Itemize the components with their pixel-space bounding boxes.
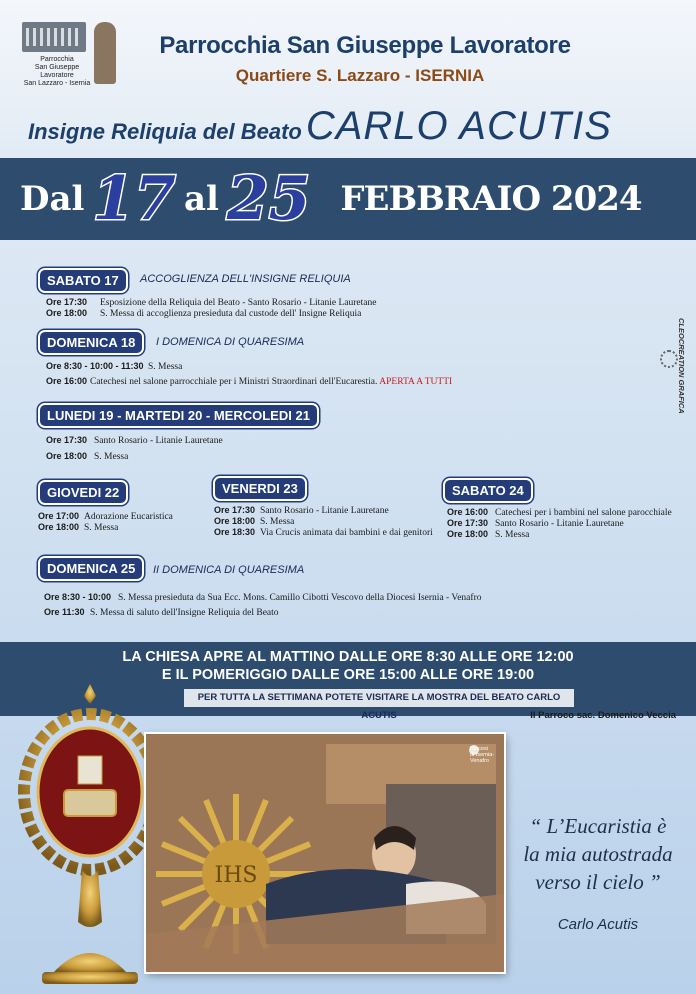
day-tag-venerdi-23: VENERDI 23 [213,476,307,501]
logo-caption: Parrocchia San Giuseppe Lavoratore San Lazzaro - Isernia [23,56,91,87]
day-tag-sabato-17: SABATO 17 [38,268,128,293]
schedule-row: Ore 18:30 Via Crucis animata dai bambini e dai genitori [214,527,433,538]
day-tag-domenica-18: DOMENICA 18 [38,330,144,355]
schedule-row: Ore 16:00 Catechesi nel salone parrocchiale per i Ministri Straordinari dell'Eucarestia. APERTA A TUTTI [46,376,453,387]
day-tag-domenica-25: DOMENICA 25 [38,556,144,581]
reliquary-image [12,682,168,990]
designer-credit: CLEOCREATION GRAFICA [677,318,686,414]
schedule-row: Ore 17:30 Santo Rosario - Litanie Lauretane [46,435,223,446]
schedule-row: Ore 17:30 Santo Rosario - Litanie Lauretane [447,518,624,529]
schedule-row: Ore 18:00 S. Messa di accoglienza presieduta dal custode dell' Insigne Reliquia [46,308,362,319]
schedule-row: Ore 18:00 S. Messa [46,451,129,462]
schedule-row: Ore 8:30 - 10:00 S. Messa presieduta da Sua Ecc. Mons. Camillo Cibotti Vescovo della Diocesi Isernia - Venafro [44,592,482,603]
relic-headline [28,104,678,148]
date-to-day: 25 [226,164,311,234]
schedule-row: Ore 11:30 S. Messa di saluto dell'Insigne Reliquia del Beato [44,607,279,618]
date-month-year: FEBBRAIO 2024 [340,179,642,219]
saint-statue-image [94,22,116,84]
pastor-signature: Il Parroco sac. Domenico Veccia [530,710,676,721]
open-to-all-note: APERTA A TUTTI [379,377,453,387]
day-title-domenica-18: I DOMENICA DI QUARESIMA [156,336,305,348]
schedule-row: Ore 8:30 - 10:00 - 11:30 S. Messa [46,361,183,372]
exhibition-note: PER TUTTA LA SETTIMANA POTETE VISITARE LA MOSTRA DEL BEATO CARLO ACUTIS [184,689,574,707]
schedule-row: Ore 16:00 Catechesi per i bambini nel salone parocchiale [447,507,672,518]
date-from-day: 17 [92,164,176,234]
schedule-row: Ore 17:00 Adorazione Eucaristica [38,511,173,522]
day-title-sabato-17: ACCOGLIENZA DELL'INSIGNE RELIQUIA [140,273,351,285]
parish-name: Parrocchia San Giuseppe Lavoratore [159,32,571,59]
day-tag-sabato-24: SABATO 24 [443,478,533,503]
schedule-row: Ore 18:00 S. Messa [447,529,530,540]
quote-author: Carlo Acutis [557,916,639,933]
schedule-row: Ore 18:00 S. Messa [38,522,119,533]
date-range [20,160,680,238]
ihs-monogram: IHS [214,863,258,888]
relic-name: CARLO ACUTIS [305,104,612,148]
day-tag-giovedi-22: GIOVEDI 22 [38,480,128,505]
relic-prefix: Insigne Reliquia del Beato [28,119,302,144]
schedule-row: Ore 18:00 S. Messa [214,516,295,527]
parish-logo [22,22,122,87]
opening-hours-morning: LA CHIESA APRE AL MATTINO DALLE ORE 8:30 ALLE ORE 12:00 [122,649,574,665]
day-title-domenica-25: II DOMENICA DI QUARESIMA [153,564,305,576]
diocese-logo-caption: Diocesi di Isernia-Venafro [470,746,495,764]
quarter-name: Quartiere S. Lazzaro - ISERNIA [235,66,485,85]
opening-hours-afternoon: E IL POMERIGGIO DALLE ORE 15:00 ALLE ORE 19:00 [161,667,535,683]
church-building-image [22,22,86,52]
schedule-row: Ore 17:30 Santo Rosario - Litanie Lauretane [214,505,389,516]
eucharist-quote: “ L’Eucaristia è la mia autostrada verso il cielo ” [523,814,673,894]
day-tag-lunedi-mercoledi: LUNEDI 19 - MARTEDI 20 - MERCOLEDI 21 [38,403,319,428]
date-from-word: Dal [20,179,85,219]
date-to-word: al [183,179,219,219]
relic-photo [146,734,504,972]
schedule-row: Ore 17:30 Esposizione della Reliquia del Beato - Santo Rosario - Litanie Lauretane [46,297,377,308]
